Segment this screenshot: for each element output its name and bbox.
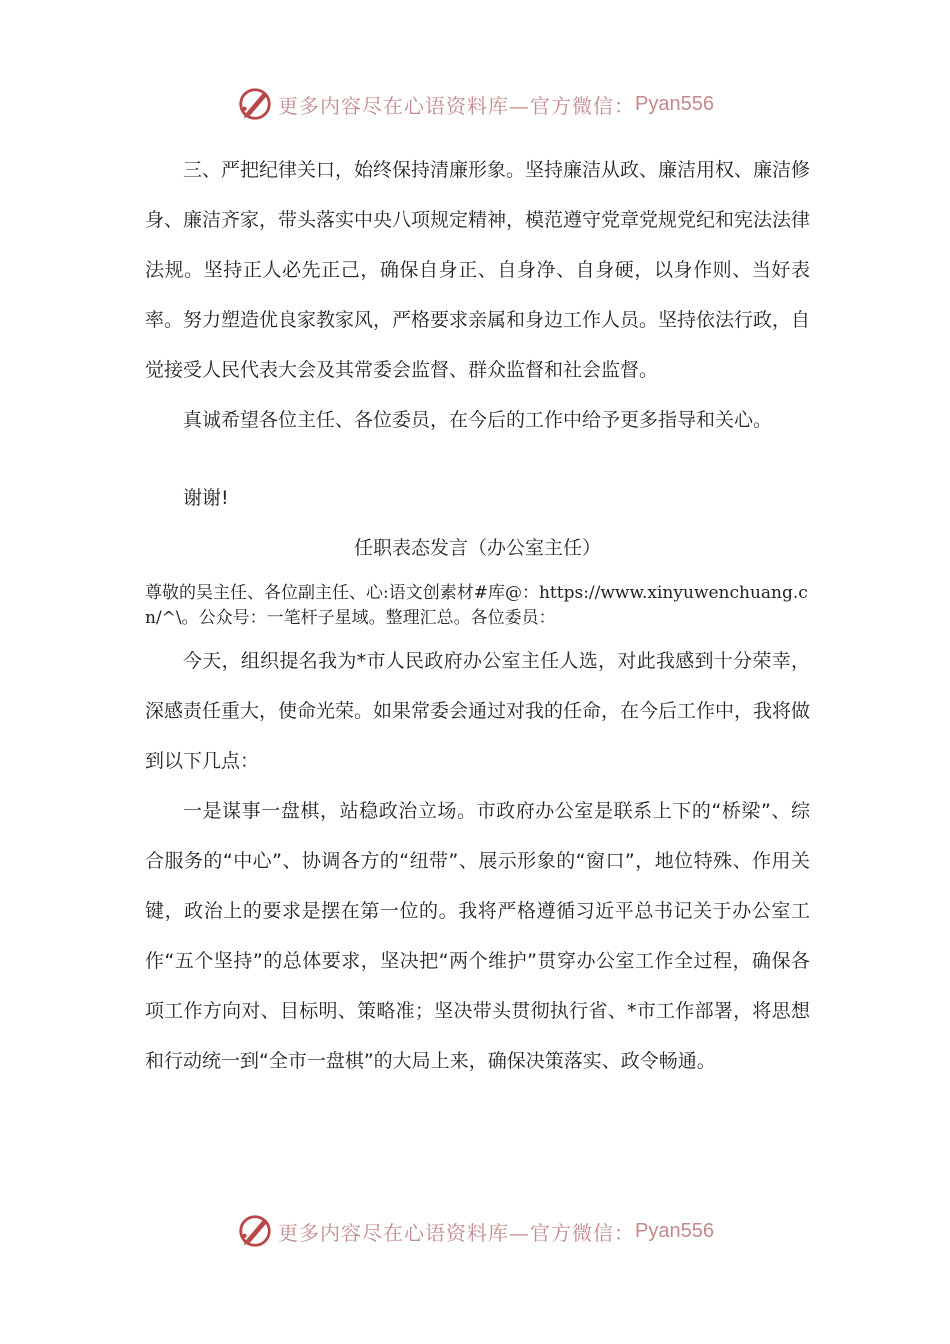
document-body: [145, 145, 810, 1086]
paragraph-discipline: 三、严把纪律关口，始终保持清廉形象。坚持廉洁从政、廉洁用权、廉洁修身、廉洁齐家，带头落实中央八项规定精神，模范遵守党章党规党纪和宪法法律法规。坚持正人必先正己，确保自身正、自身净、自身硬，以身作则、当好表率。努力塑造优良家教家风，严格要求亲属和身边工作人员。坚持依法行政，自觉接受人民代表大会及其常委会监督、群众监督和社会监督。: [145, 159, 811, 381]
paragraph-hope: 真诚希望各位主任、各位委员，在今后的工作中给予更多指导和关心。: [183, 409, 773, 431]
footer-banner-wechat-id: Pyan556: [635, 1219, 714, 1242]
pen-logo-icon: [236, 85, 274, 123]
header-banner: [0, 82, 950, 126]
footer-banner-text: 更多内容尽在心语资料库—官方微信：: [278, 1220, 636, 1245]
paragraph-salutation: 尊敬的吴主任、各位副主任、心:语文创素材#库@：https://www.xinyuwenchuang.cn/^\。公众号：一笔杆子星域。整理汇总。各位委员：: [145, 583, 808, 628]
header-banner-wechat-id: Pyan556: [635, 92, 714, 115]
paragraph-point-one: 一是谋事一盘棋，站稳政治立场。市政府办公室是联系上下的“桥梁”、综合服务的“中心”、协调各方的“纽带”、展示形象的“窗口”，地位特殊、作用关键，政治上的要求是摆在第一位的。我将严格遵循习近平总书记关于办公室工作“五个坚持”的总体要求，坚决把“两个维护”贯穿办公室工作全过程，确保各项工作方向对、目标明、策略准；坚决带头贯彻执行省、*市工作部署，将思想和行动统一到“全市一盘棋”的大局上来，确保决策落实、政令畅通。: [145, 800, 810, 1072]
pen-logo-icon: [236, 1212, 274, 1250]
paragraph-nomination: 今天，组织提名我为*市人民政府办公室主任人选，对此我感到十分荣幸，深感责任重大，使命光荣。如果常委会通过对我的任命，在今后工作中，我将做到以下几点：: [145, 650, 811, 772]
section-title: 任职表态发言（办公室主任）: [353, 537, 601, 559]
footer-banner: [0, 1209, 950, 1253]
paragraph-thanks: 谢谢!: [183, 487, 229, 509]
header-banner-text: 更多内容尽在心语资料库—官方微信：: [278, 93, 636, 118]
